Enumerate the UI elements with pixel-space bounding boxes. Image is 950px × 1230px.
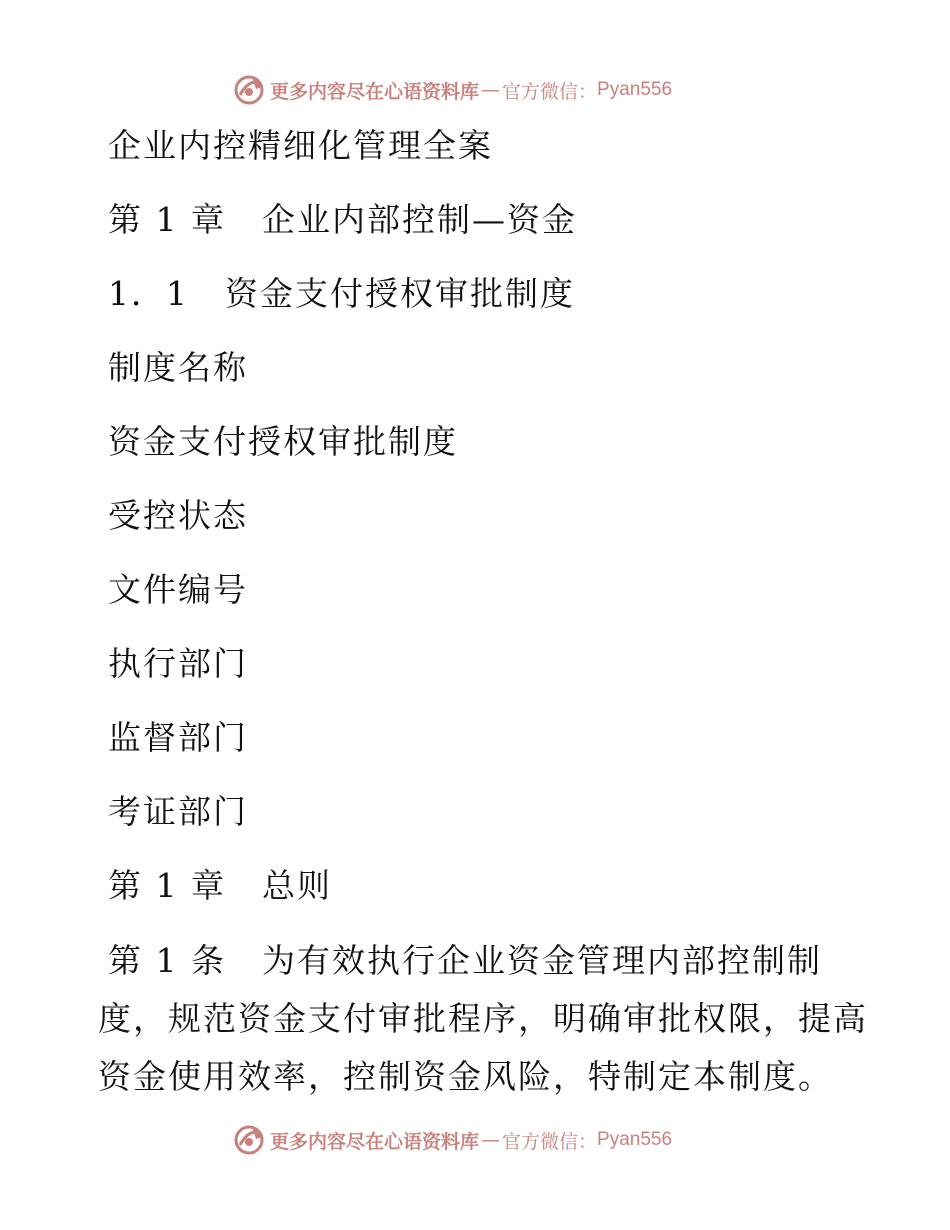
watermark-footer — [232, 1122, 672, 1158]
field-label-name: 制度名称 — [108, 348, 248, 387]
field-label-file-number: 文件编号 — [108, 570, 248, 609]
field-label-verifying-dept: 考证部门 — [108, 792, 248, 831]
watermark-header — [232, 72, 672, 108]
watermark-wechat-id: Pyan556 — [597, 79, 673, 100]
field-label-executing-dept: 执行部门 — [108, 644, 248, 683]
subchapter-heading — [108, 864, 332, 908]
watermark-wechat-label: 官方微信： — [502, 80, 598, 103]
field-value-name: 资金支付授权审批制度 — [108, 422, 458, 461]
book-title: 企业内控精细化管理全案 — [108, 126, 493, 165]
article-text: 为有效执行企业资金管理内部控制制度，规范资金支付审批程序，明确审批权限，提高资金使用效率，控制资金风险，特制定本制度。 — [98, 941, 868, 1096]
section-title: 资金支付授权审批制度 — [225, 274, 575, 313]
logo-icon — [232, 73, 266, 107]
logo-icon — [232, 1123, 266, 1157]
article-number: 第 1 条 — [108, 941, 226, 980]
section-heading — [108, 272, 575, 316]
subchapter-title: 总则 — [261, 866, 332, 905]
chapter-number: 第 1 章 — [108, 200, 226, 239]
watermark-wechat-label: 官方微信： — [502, 1130, 598, 1153]
watermark-separator: — — [481, 79, 501, 101]
watermark-separator: — — [481, 1129, 501, 1151]
section-number: 1．1 — [108, 274, 189, 313]
field-label-status: 受控状态 — [108, 496, 248, 535]
field-label-supervising-dept: 监督部门 — [108, 718, 248, 757]
watermark-site-text: 更多内容尽在心语资料库 — [270, 1130, 480, 1153]
chapter-heading — [108, 198, 577, 242]
subchapter-number: 第 1 章 — [108, 866, 226, 905]
watermark-site-text: 更多内容尽在心语资料库 — [270, 80, 480, 103]
watermark-wechat-id: Pyan556 — [597, 1129, 673, 1150]
article-paragraph — [98, 932, 868, 1106]
chapter-title: 企业内部控制—资金 — [261, 200, 577, 239]
